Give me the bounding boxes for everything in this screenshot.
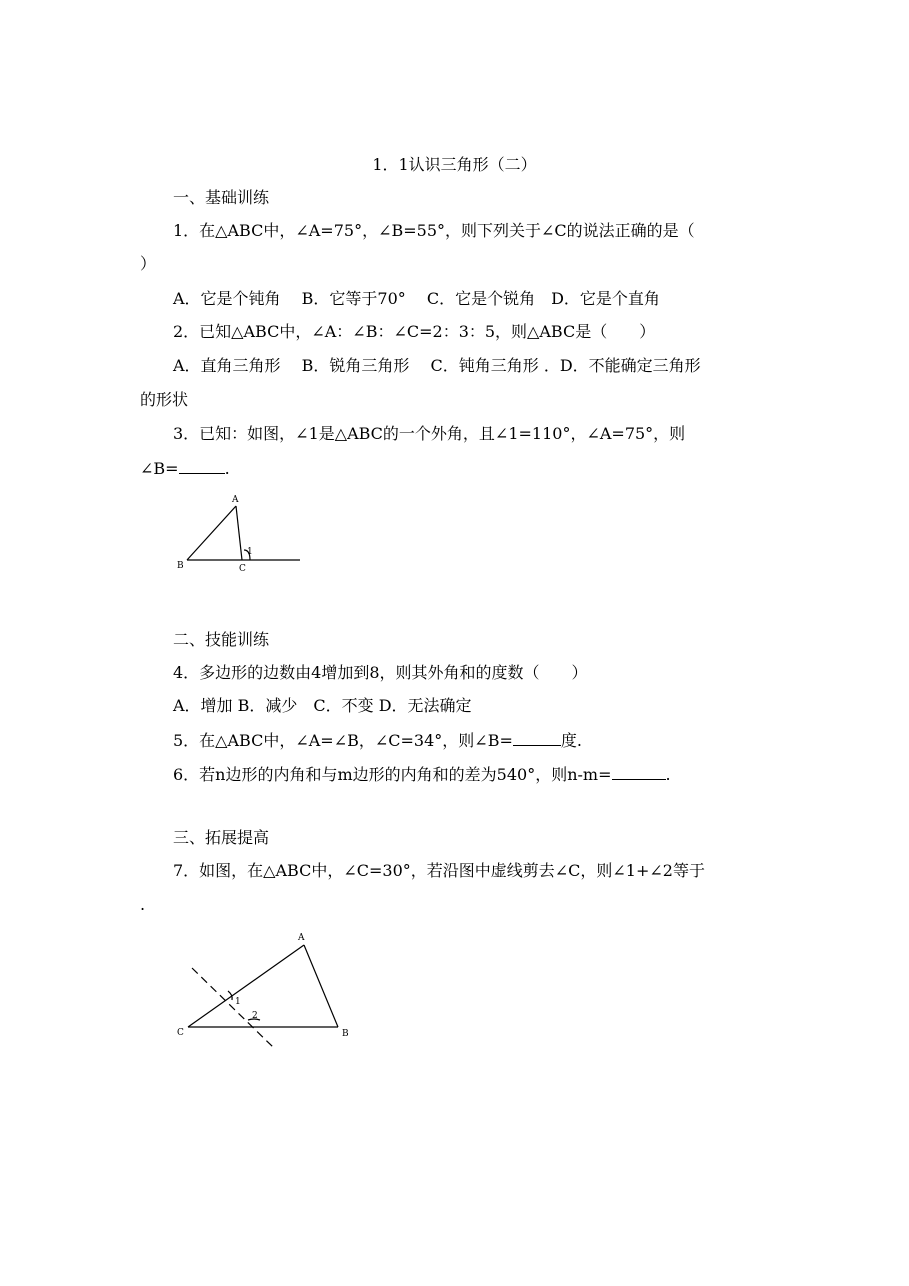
question-3-answer-blank[interactable] bbox=[179, 457, 225, 474]
question-5-prefix: 5．在△ABC中，∠A=∠B，∠C=34°，则∠B= bbox=[173, 731, 513, 750]
question-6 bbox=[173, 763, 671, 786]
question-5-suffix: 度. bbox=[560, 731, 582, 750]
question-3-stem-continued bbox=[140, 457, 230, 480]
fig2-label-b: B bbox=[342, 1029, 349, 1039]
question-3-answer-prefix: ∠B= bbox=[140, 459, 179, 478]
question-2-options-continued: 的形状 bbox=[140, 390, 189, 409]
fig1-label-b: B bbox=[177, 561, 184, 571]
question-6-prefix: 6．若n边形的内角和与m边形的内角和的差为540°，则n-m= bbox=[173, 765, 612, 784]
question-4-options: A．增加 B．减少 C．不变 D．无法确定 bbox=[173, 696, 472, 715]
section-heading-skills: 二、技能训练 bbox=[173, 630, 270, 649]
question-5 bbox=[173, 729, 582, 752]
fig2-label-2: 2 bbox=[252, 1011, 258, 1021]
side-ac bbox=[236, 506, 242, 560]
dashed-cut-line bbox=[192, 968, 275, 1048]
question-5-answer-blank[interactable] bbox=[513, 729, 561, 746]
fig2-label-a: A bbox=[298, 933, 305, 943]
fig1-label-c: C bbox=[239, 564, 246, 574]
side-ab bbox=[304, 945, 338, 1027]
side-ab bbox=[187, 506, 236, 560]
question-7-stem-continued: . bbox=[140, 895, 146, 914]
fig1-label-a: A bbox=[232, 495, 239, 505]
figure-exterior-angle bbox=[172, 490, 304, 578]
question-1-stem-continued: ） bbox=[140, 254, 157, 273]
fig1-label-1: 1 bbox=[247, 547, 253, 557]
fig2-label-1: 1 bbox=[235, 997, 241, 1007]
question-6-answer-blank[interactable] bbox=[612, 763, 666, 780]
question-7-stem: 7．如图，在△ABC中，∠C=30°，若沿图中虚线剪去∠C，则∠1+∠2等于 bbox=[173, 861, 705, 880]
side-ca bbox=[188, 945, 304, 1027]
question-2-options: A．直角三角形 B．锐角三角形 C．钝角三角形 ．D．不能确定三角形 bbox=[173, 356, 701, 375]
question-4-stem: 4．多边形的边数由4增加到8，则其外角和的度数（ ） bbox=[173, 663, 588, 682]
question-2-stem: 2．已知△ABC中，∠A：∠B：∠C=2：3：5，则△ABC是（ ） bbox=[173, 322, 656, 341]
question-3-stem: 3．已知：如图，∠1是△ABC的一个外角，且∠1=110°，∠A=75°，则 bbox=[173, 424, 686, 443]
question-6-suffix: . bbox=[665, 765, 671, 784]
section-heading-extension: 三、拓展提高 bbox=[173, 828, 270, 847]
page-title: 1．1认识三角形（二） bbox=[372, 155, 537, 174]
figure-cut-triangle bbox=[172, 928, 357, 1048]
question-1-options: A．它是个钝角 B．它等于70° C．它是个锐角 D．它是个直角 bbox=[173, 289, 660, 308]
question-1-stem: 1．在△ABC中，∠A=75°，∠B=55°，则下列关于∠C的说法正确的是（ bbox=[173, 221, 695, 240]
question-3-answer-suffix: . bbox=[224, 459, 230, 478]
section-heading-basic: 一、基础训练 bbox=[173, 188, 270, 207]
fig2-label-c: C bbox=[177, 1028, 184, 1038]
